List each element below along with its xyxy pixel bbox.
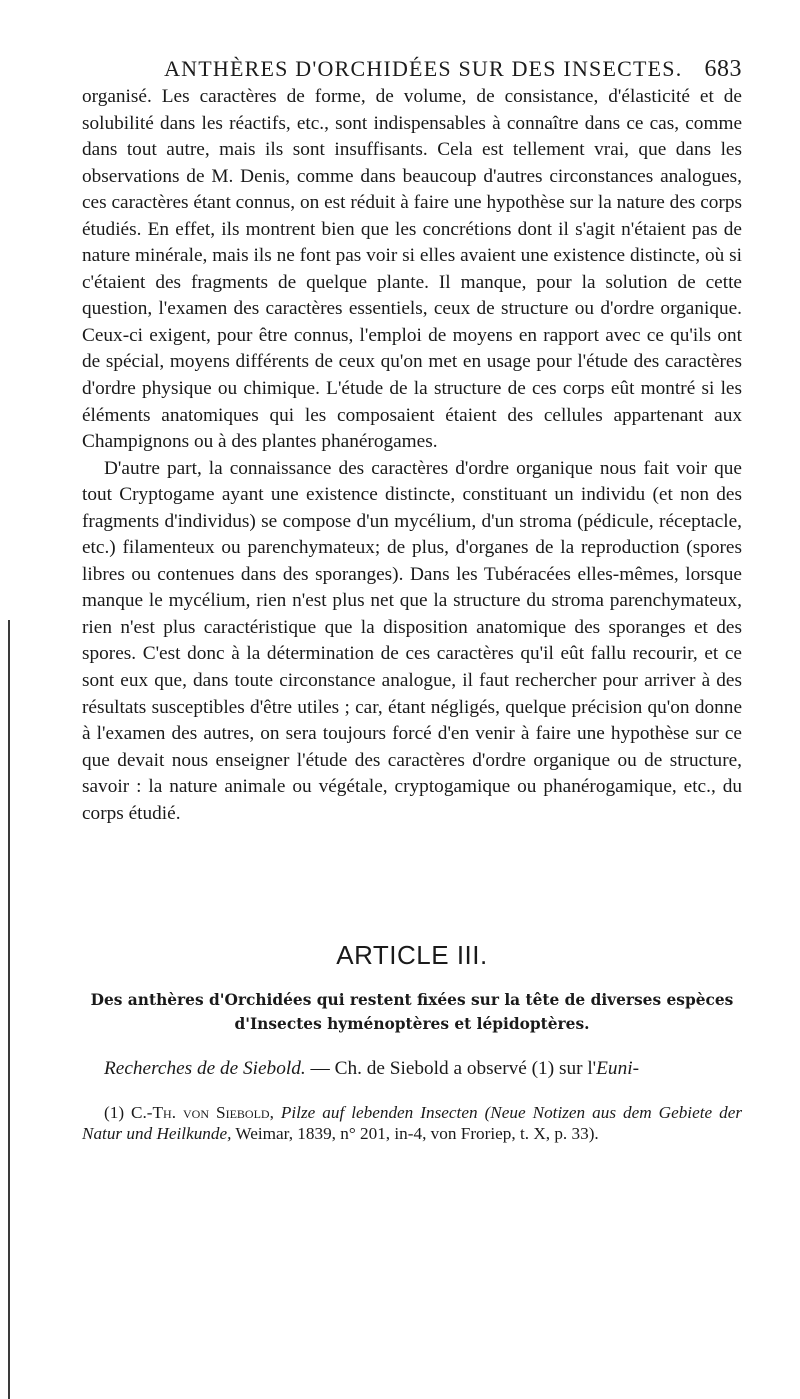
footnote-author: Th. von Siebold, [152,1103,274,1122]
research-title: Recherches de de Siebold. [104,1058,306,1079]
footnote [82,1102,742,1144]
article-subtitle: Des anthères d'Orchidées qui restent fixées sur la tête de diverses espèces d'Insectes hyménoptères et lépidoptères. [90,991,734,1033]
main-text [82,84,742,827]
research-species: Euni- [596,1058,639,1079]
paragraph: D'autre part, la connaissance des caractères d'ordre organique nous fait voir que tout Cryptogame ayant une existence distincte, constituant un individu (et non des fragments d'individus) se compose d'un mycélium, d'un stroma (pédicule, réceptacle, etc.) filamenteux ou parenchymateux; de plus, d'organes de la reproduction (spores libres ou contenues dans des sporanges). Dans les Tubéracées elles-mêmes, lorsque manque le mycélium, rien n'est plus net que la structure du stroma parenchymateux, rien n'est plus caractéristique que la disposition anatomique des sporanges et des spores. C'est donc à la détermination de ces caractères qu'il eût fallu recourir, et ce sont eux que, dans toute circonstance analogue, il faut rechercher pour arriver à des résultats susceptibles d'être utiles ; car, étant négligés, quelque précision qu'on donne à l'examen des autres, on sera toujours forcé d'en venir à faire une hypothèse sur ce que devait nous enseigner l'étude des caractères d'ordre organique ou de structure, savoir : la nature animale ou végétale, cryptogamique ou phanérogamique, etc., du corps étudié. [82,457,742,824]
footnote-journal: (Neue Notizen aus dem Gebiete der Natur und Heilkunde, [82,1103,743,1143]
footnote-number: (1) C.- [104,1103,153,1122]
research-line [82,1056,742,1082]
paragraph: organisé. Les caractères de forme, de volume, de consistance, d'élasticité et de solubilité dans les réactifs, etc., sont indispensables à connaître dans ce cas, comme dans tout autre, mais ils sont insuffisants. Cela est tellement vrai, que dans les observations de M. Denis, comme dans beaucoup d'autres circonstances analogues, ces caractères étant connus, on est réduit à faire une hypothèse sur la nature des corps étudiés. En effet, ils montrent bien que les concrétions dont il s'agit n'étaient pas de nature minérale, mais ils ne font pas voir si elles avaient une existence distincte, où si c'étaient des fragments de quelque plante. Il manque, pour la solution de cette question, l'examen des caractères essentiels, ceux de structure ou d'ordre organique. Ceux-ci exigent, pour être connus, l'emploi de moyens en rapport avec ce qu'ils ont de spécial, moyens différents de ceux qu'on met en usage pour l'étude des caractères d'ordre physique ou chimique. L'étude de la structure de ces corps eût montré si les éléments anatomiques qui les composaient étaient des cellules appartenant aux Champignons ou à des plantes phanérogames. [82,86,742,453]
running-title: ANTHÈRES D'ORCHIDÉES SUR DES INSECTES. [164,56,683,81]
page-number: 683 [704,56,742,82]
research-text: — Ch. de Siebold a observé (1) sur l' [305,1058,597,1079]
article-title: ARTICLE III. [336,940,488,970]
footnote-work: Pilze auf lebenden Insecten [280,1103,478,1122]
footnote-details: Weimar, 1839, n° 201, in-4, von Froriep, t. X, p. 33). [235,1124,599,1143]
running-header [82,56,742,83]
page-edge-shadow [8,620,10,1399]
